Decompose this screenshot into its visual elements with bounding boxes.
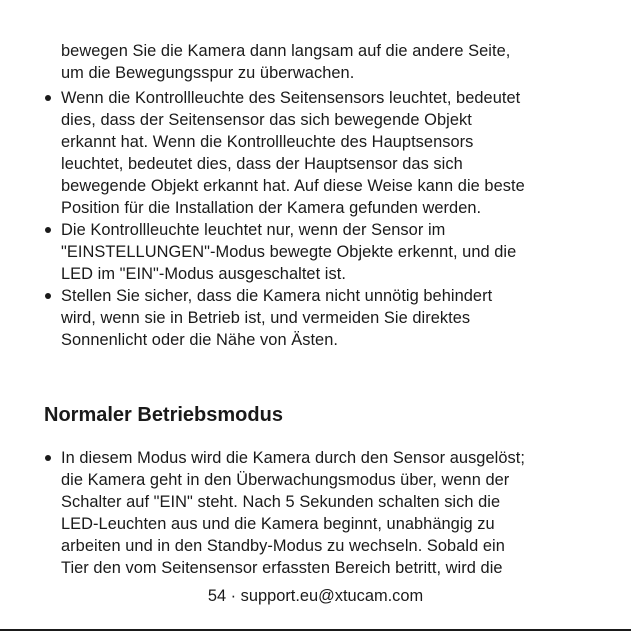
bullet-dot <box>45 95 51 101</box>
bullet-line: die Kamera geht in den Überwachungsmodus über, wenn der <box>61 471 510 489</box>
bullet-line: LED im "EIN"-Modus ausgeschaltet ist. <box>61 265 346 283</box>
bullet-line: Stellen Sie sicher, dass die Kamera nicht unnötig behindert <box>61 287 493 305</box>
bullet-line: wird, wenn sie in Betrieb ist, und vermeiden Sie direktes <box>61 309 471 327</box>
bullet-line: bewegende Objekt erkannt hat. Auf diese Weise kann die beste <box>61 177 525 195</box>
bullet-dot <box>45 227 51 233</box>
bullet-line: Position für die Installation der Kamera gefunden werden. <box>61 199 482 217</box>
paragraph-line: um die Bewegungsspur zu überwachen. <box>61 64 355 82</box>
bullet-line: LED-Leuchten aus und die Kamera beginnt, unabhängig zu <box>61 515 495 533</box>
bullet-line: Tier den vom Seitensensor erfassten Bereich betritt, wird die <box>61 559 503 577</box>
page-footer: 54 · support.eu@xtucam.com <box>207 587 424 605</box>
paragraph-line: bewegen Sie die Kamera dann langsam auf die andere Seite, <box>61 42 511 60</box>
bullet-line: arbeiten und in den Standby-Modus zu wechseln. Sobald ein <box>61 537 505 555</box>
bullet-line: dies, dass der Seitensensor das sich bewegende Objekt <box>61 111 472 129</box>
bullet-line: "EINSTELLUNGEN"-Modus bewegte Objekte erkennt, und die <box>61 243 517 261</box>
bullet-line: Wenn die Kontrollleuchte des Seitensensors leuchtet, bedeutet <box>61 89 521 107</box>
bullet-dot <box>45 455 51 461</box>
section-heading: Normaler Betriebsmodus <box>44 404 283 426</box>
bullet-line: leuchtet, bedeutet dies, dass der Hauptsensor das sich <box>61 155 463 173</box>
bullet-line: Schalter auf "EIN" steht. Nach 5 Sekunden schalten sich die <box>61 493 501 511</box>
bullet-line: In diesem Modus wird die Kamera durch den Sensor ausgelöst; <box>61 449 525 467</box>
bullet-line: erkannt hat. Wenn die Kontrollleuchte des Hauptsensors <box>61 133 474 151</box>
bullet-line: Sonnenlicht oder die Nähe von Ästen. <box>61 331 338 349</box>
bullet-line: Die Kontrollleuchte leuchtet nur, wenn der Sensor im <box>61 221 446 239</box>
bullet-dot <box>45 293 51 299</box>
